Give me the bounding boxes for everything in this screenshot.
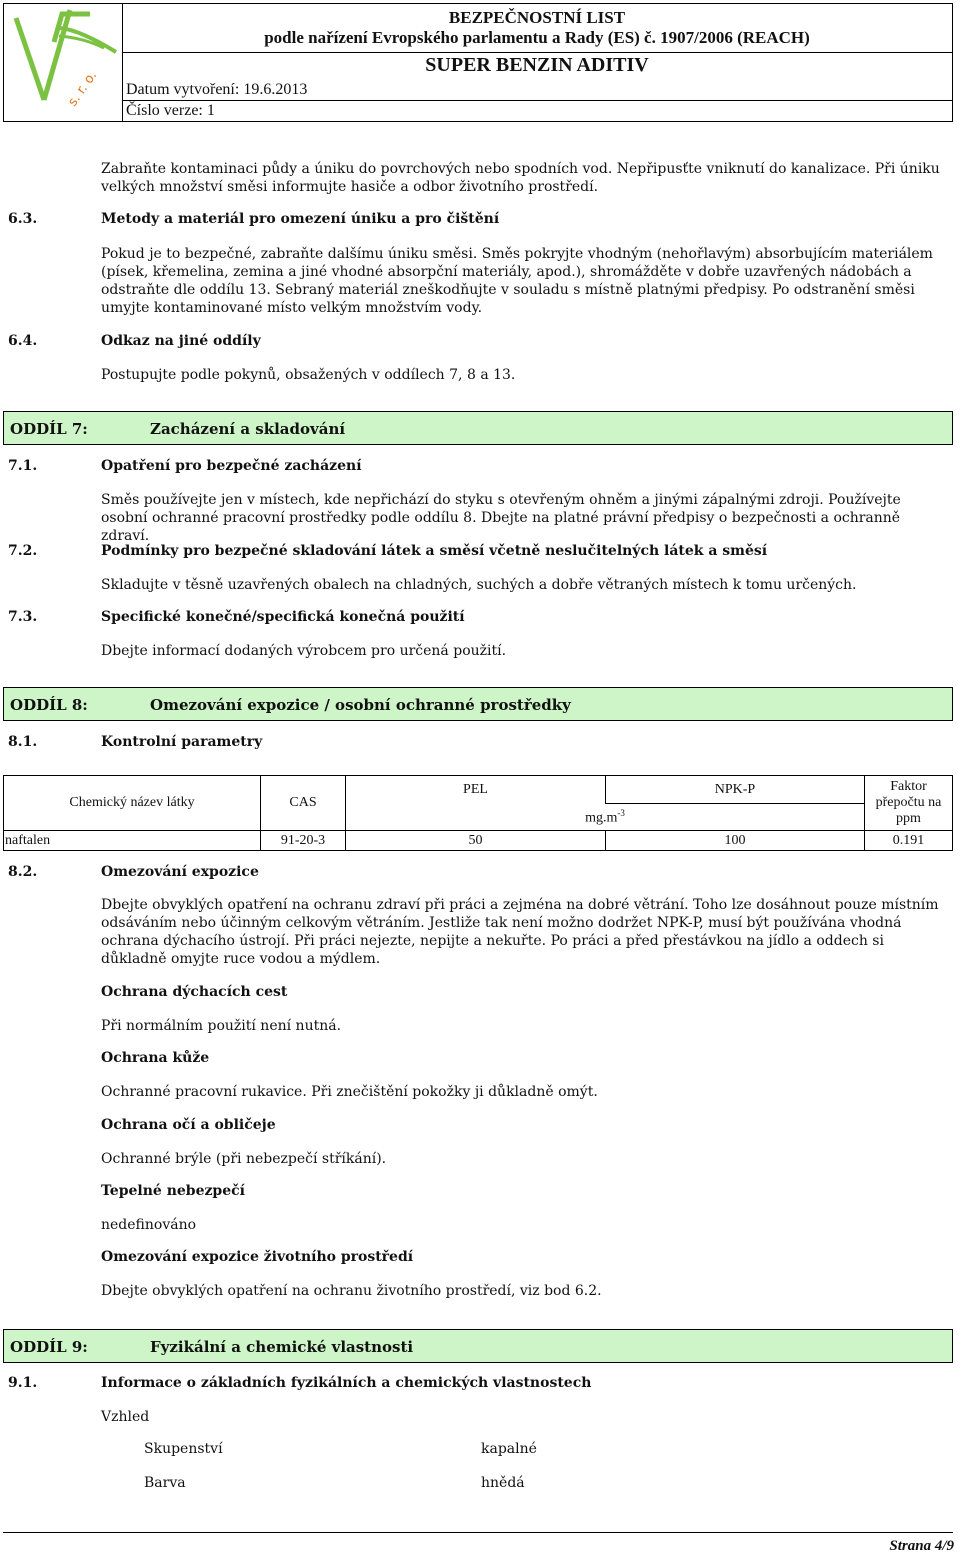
cell-cas: 91-20-3 <box>261 831 346 851</box>
subsection-title: Odkaz na jiné oddíly <box>101 333 261 349</box>
subsection-number: 6.4. <box>8 333 38 349</box>
footer-divider <box>3 1532 953 1533</box>
subsection-title: Podmínky pro bezpečné skladování látek a směsí včetně neslučitelných látek a směsí <box>101 543 768 559</box>
document-title: BEZPEČNOSTNÍ LIST <box>448 8 626 27</box>
table-header-pel: PEL <box>346 776 606 804</box>
appearance-label: Vzhled <box>101 1409 150 1425</box>
section-label: ODDÍL 8: <box>10 696 88 714</box>
regulation-text: podle nařízení Evropského parlamentu a Rady (ES) č. 1907/2006 (REACH) <box>264 28 810 47</box>
subsection-text: Dbejte obvyklých opatření na ochranu zdraví při práci a zejména na dobré větrání. Toho lze dosáhnout pouze místním odsáváním nebo účinným celkovým větráním. Jestliže tak není možno dodržet NPK-P, musí být používána vhodná ochrana dýchacího ústrojí. Při práci nejezte, nepijte a nekuřte. Po práci a před přestávkou na jídlo a oddech si důkladně omyjte ruce vodou a mýdlem. <box>101 897 939 967</box>
logo-suffix: s. r. o. <box>65 68 101 110</box>
table-row <box>4 831 953 851</box>
subsection-title: Omezování expozice <box>101 864 259 880</box>
environmental-exposure-title: Omezování expozice životního prostředí <box>101 1249 414 1265</box>
color-value: hnědá <box>481 1475 525 1491</box>
page-number: Strana 4/9 <box>889 1538 954 1554</box>
thermal-hazard-title: Tepelné nebezpečí <box>101 1183 245 1199</box>
color-label: Barva <box>144 1475 186 1491</box>
subsection-number: 9.1. <box>8 1375 38 1391</box>
cell-name: naftalen <box>4 831 261 851</box>
company-logo <box>4 4 123 121</box>
section-6-intro: Zabraňte kontaminaci půdy a úniku do povrchových nebo spodních vod. Nepřipusťte vniknutí do kanalizace. Při úniku velkých množství směsi informujte hasiče a odbor životního prostředí. <box>101 161 940 195</box>
product-name: SUPER BENZIN ADITIV <box>425 54 649 76</box>
skin-protection-title: Ochrana kůže <box>101 1050 210 1066</box>
respiratory-protection-title: Ochrana dýchacích cest <box>101 984 288 1000</box>
thermal-hazard-text: nedefinováno <box>101 1217 197 1233</box>
section-label: ODDÍL 9: <box>10 1338 88 1356</box>
subsection-text: Směs používejte jen v místech, kde nepřichází do styku s otevřeným ohněm a jinými zápalnými zdroji. Používejte osobní ochranné pracovní prostředky podle oddílu 8. Dbejte na platné právní předpisy o bezpečnosti a ochranně zdraví. <box>101 492 901 544</box>
subsection-title: Specifické konečné/specifická konečná použití <box>101 609 465 625</box>
subsection-text: Pokud je to bezpečné, zabraňte dalšímu úniku směsi. Směs pokryjte vhodným (nehořlavým) absorbujícím materiálem (písek, křemelina, zemina a jiné vhodné absorpční materiály, apod.), shromážděte v dobře uzavřených nádobách a odstraňte dle oddílu 13. Sebraný materiál zneškodňujte v souladu s místně platnými předpisy. Po odstranění směsi umyjte kontaminované místo velkým množstvím vody. <box>101 246 933 316</box>
table-header-name: Chemický název látky <box>4 776 261 831</box>
creation-date: Datum vytvoření: 19.6.2013 <box>126 81 308 98</box>
subsection-number: 6.3. <box>8 211 38 227</box>
subsection-text: Skladujte v těsně uzavřených obalech na chladných, suchých a dobře větraných místech k tomu určených. <box>101 577 857 593</box>
state-label: Skupenství <box>144 1441 223 1457</box>
subsection-title: Opatření pro bezpečné zacházení <box>101 458 362 474</box>
environmental-exposure-text: Dbejte obvyklých opatření na ochranu životního prostředí, viz bod 6.2. <box>101 1283 602 1299</box>
cell-pel: 50 <box>346 831 606 851</box>
skin-protection-text: Ochranné pracovní rukavice. Při znečištění pokožky ji důkladně omýt. <box>101 1084 598 1100</box>
eye-protection-title: Ochrana očí a obličeje <box>101 1117 276 1133</box>
section-8-header <box>3 687 953 721</box>
table-header-cas: CAS <box>261 776 346 831</box>
section-title: Omezování expozice / osobní ochranné prostředky <box>150 696 571 714</box>
subsection-number: 7.2. <box>8 543 38 559</box>
state-value: kapalné <box>481 1441 537 1457</box>
subsection-title: Informace o základních fyzikálních a chemických vlastnostech <box>101 1375 592 1391</box>
control-parameters-table <box>3 775 953 851</box>
subsection-number: 8.2. <box>8 864 38 880</box>
subsection-text: Postupujte podle pokynů, obsažených v oddílech 7, 8 a 13. <box>101 367 516 383</box>
table-header-npk: NPK-P <box>606 776 865 804</box>
subsection-title: Kontrolní parametry <box>101 734 263 750</box>
subsection-text: Dbejte informací dodaných výrobcem pro určená použití. <box>101 643 507 659</box>
section-9-header <box>3 1329 953 1363</box>
subsection-number: 7.1. <box>8 458 38 474</box>
section-7-header <box>3 411 953 445</box>
document-header <box>3 3 953 122</box>
section-label: ODDÍL 7: <box>10 420 88 438</box>
subsection-number: 8.1. <box>8 734 38 750</box>
subsection-number: 7.3. <box>8 609 38 625</box>
table-header-unit: $mg.m^{-3}$ <box>346 804 865 831</box>
eye-protection-text: Ochranné brýle (při nebezpečí stříkání). <box>101 1151 387 1167</box>
section-title: Fyzikální a chemické vlastnosti <box>150 1338 414 1356</box>
cell-npk: 100 <box>606 831 865 851</box>
version-number: Číslo verze: 1 <box>126 102 215 119</box>
cell-factor: 0.191 <box>865 831 953 851</box>
respiratory-protection-text: Při normálním použití není nutná. <box>101 1018 342 1034</box>
table-header-factor: Faktor přepočtu na ppm <box>865 776 953 831</box>
section-title: Zacházení a skladování <box>150 420 346 438</box>
subsection-title: Metody a materiál pro omezení úniku a pro čištění <box>101 211 500 227</box>
